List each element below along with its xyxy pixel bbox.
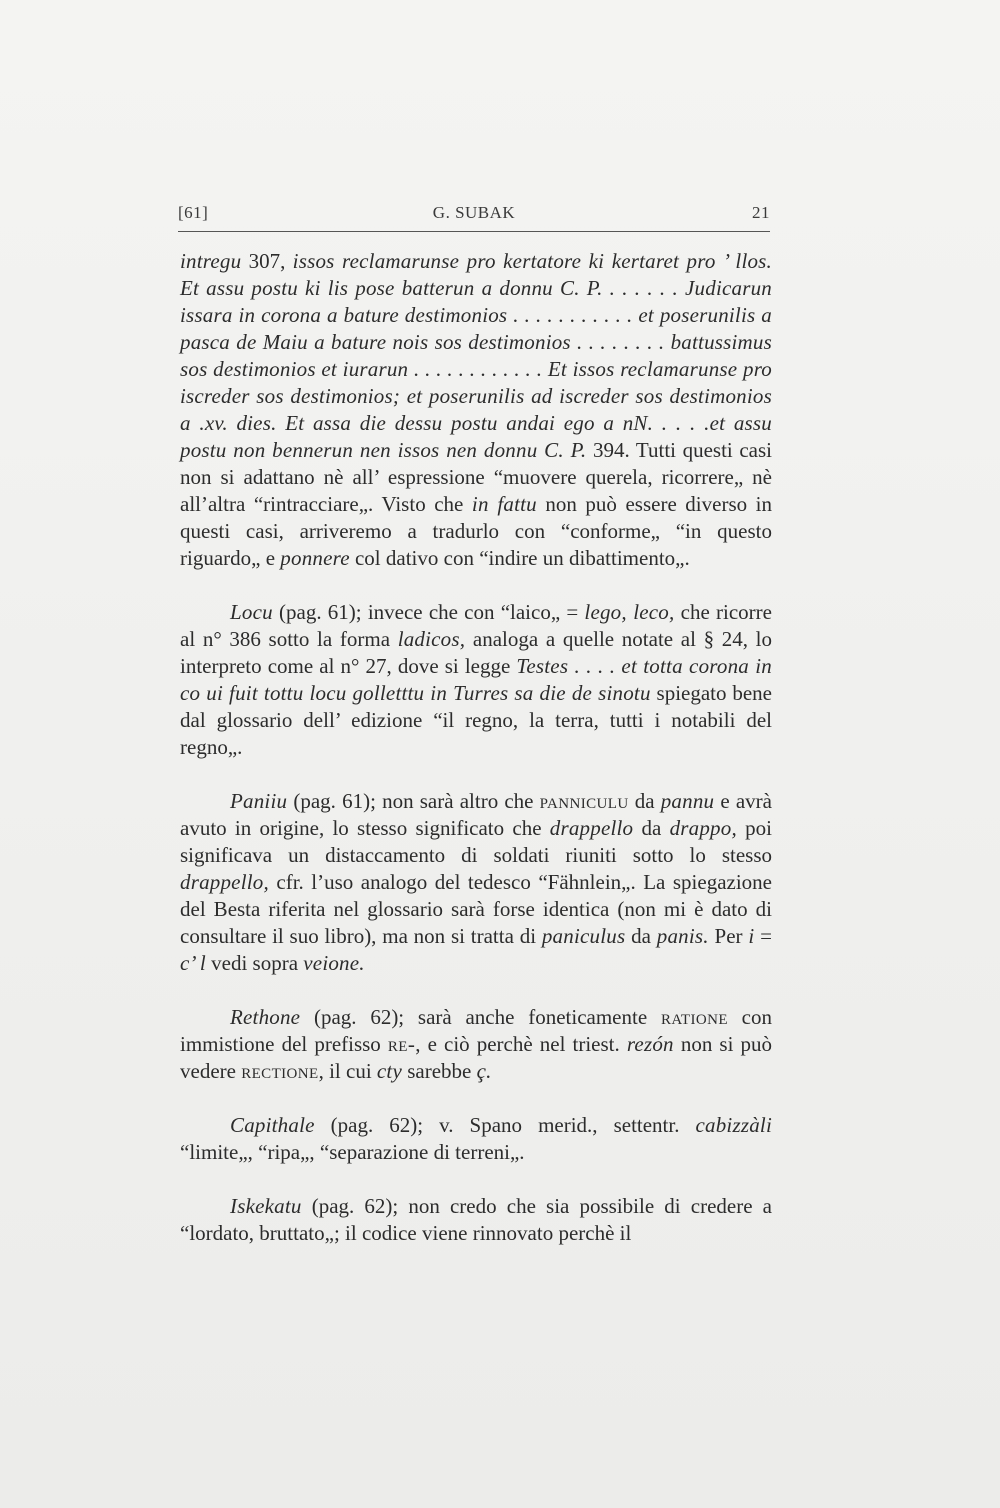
text-run: poi significava un distaccamento di soldati riuniti sotto lo stesso	[180, 816, 772, 867]
italic-run: ponnere	[280, 546, 350, 570]
text-run: con immistione del prefisso	[180, 1005, 772, 1056]
text-run: col dativo con “indire un dibattimento„.	[349, 546, 690, 570]
text-run: cfr. l’uso analogo del tedesco “Fähnlein„. La spiegazione del Besta riferita nel glossario sarà forse identica (non mi è dato di consultare il suo libro), ma non si tratta di	[180, 870, 772, 948]
italic-run: rezón	[626, 1032, 674, 1056]
italic-run: in fattu	[471, 492, 537, 516]
text-run: 307,	[241, 249, 293, 273]
text-run: da	[633, 816, 670, 840]
text-run: =	[754, 924, 772, 948]
smallcaps-run: rectione	[241, 1059, 319, 1083]
text-run: e avrà avuto in origine, lo stesso significato che	[180, 789, 772, 840]
text-run: spiegato bene dal glossario dell’ edizione “il regno, la terra, tutti i notabili del regno„.	[180, 681, 772, 759]
italic-run: veione.	[303, 951, 365, 975]
text-run: che ricorre al n° 386 sotto la forma	[180, 600, 772, 651]
header-author: G. SUBAK	[432, 203, 516, 222]
text-run: (pag. 61); non sarà altro che	[287, 789, 540, 813]
text-run: Per	[708, 924, 749, 948]
text-run: non può essere diverso in questi casi, arriveremo a tradurlo con “conforme„ “in questo riguardo„ e	[180, 492, 772, 570]
smallcaps-run: re-	[387, 1032, 416, 1056]
body-text	[180, 248, 772, 1247]
italic-run: intregu	[180, 249, 242, 273]
italic-run: ladicos,	[397, 627, 466, 651]
page-number: 21	[752, 203, 770, 222]
paragraph	[180, 1112, 772, 1166]
text-run: non si può vedere	[180, 1032, 772, 1083]
running-header	[178, 203, 770, 223]
italic-run: lego, leco,	[584, 600, 675, 624]
paragraph	[180, 1193, 772, 1247]
text-run: (pag. 61); invece che con “laico„ =	[272, 600, 585, 624]
italic-run: paniculus	[541, 924, 626, 948]
text-run: “limite„, “ripa„, “separazione di terreni„.	[180, 1140, 525, 1164]
header-rule	[178, 231, 770, 232]
italic-run: Paniiu	[230, 789, 288, 813]
italic-run: panis.	[656, 924, 709, 948]
italic-run: cabizzàli	[695, 1113, 772, 1137]
text-run: , il cui	[318, 1059, 377, 1083]
text-run: (pag. 62); sarà anche foneticamente	[300, 1005, 661, 1029]
header-folio: [61]	[178, 203, 209, 222]
paragraph	[180, 788, 772, 977]
smallcaps-run: ratione	[660, 1005, 728, 1029]
text-run: vedi sopra	[205, 951, 304, 975]
text-run: da	[625, 924, 657, 948]
italic-run: Iskekatu	[230, 1194, 302, 1218]
italic-run: Rethone	[230, 1005, 301, 1029]
italic-run: cty	[376, 1059, 402, 1083]
italic-run: drappello,	[180, 870, 269, 894]
italic-run: Locu	[230, 600, 273, 624]
italic-run: issos reclamarunse pro kertatore ki kertaret pro ’ llos. Et assu postu ki lis pose batterun a donnu C. P. . . . . . . Judicarun issara in corona a bature destimonios . . . . . . . . . . . et poserunilis a pasca de Maiu a bature nois sos destimonios . . . . . . . . battussimus sos destimonios et iurarun . . . . . . . . . . . . Et issos reclamarunse pro iscreder sos destimonios; et poserunilis ad iscreder sos destimonios a .xv. dies. Et assa die dessu postu andai ego a nN. . . . .et assu postu non bennerun nen issos nen donnu C. P.	[180, 249, 773, 462]
text-run: sarebbe	[401, 1059, 477, 1083]
text-run: (pag. 62); non credo che sia possibile di credere a “lordato, bruttato„; il codice viene rinnovato perchè il	[180, 1194, 772, 1245]
italic-run: ç.	[476, 1059, 492, 1083]
text-run: 394. Tutti questi casi non si adattano nè all’ espressione “muovere querela, ricorrere„ nè all’altra “rintracciare„. Visto che	[180, 438, 772, 516]
italic-run: i	[748, 924, 755, 948]
text-run: (pag. 62); v. Spano merid., settentr.	[314, 1113, 696, 1137]
italic-run: Capithale	[230, 1113, 315, 1137]
paragraph	[180, 1004, 772, 1085]
italic-run: Testes . . . . et totta corona in co ui fuit tottu locu golletttu in Turres sa die de sinotu	[180, 654, 772, 705]
italic-run: drappello	[549, 816, 634, 840]
smallcaps-run: panniculu	[539, 789, 629, 813]
paragraph	[180, 248, 772, 572]
text-run: da	[628, 789, 661, 813]
text-run: analoga a quelle notate al § 24, lo interpreto come al n° 27, dove si legge	[180, 627, 772, 678]
paragraph	[180, 599, 772, 761]
text-run: , e ciò perchè nel triest.	[415, 1032, 627, 1056]
italic-run: c’ l	[180, 951, 206, 975]
italic-run: drappo,	[669, 816, 737, 840]
italic-run: pannu	[660, 789, 715, 813]
